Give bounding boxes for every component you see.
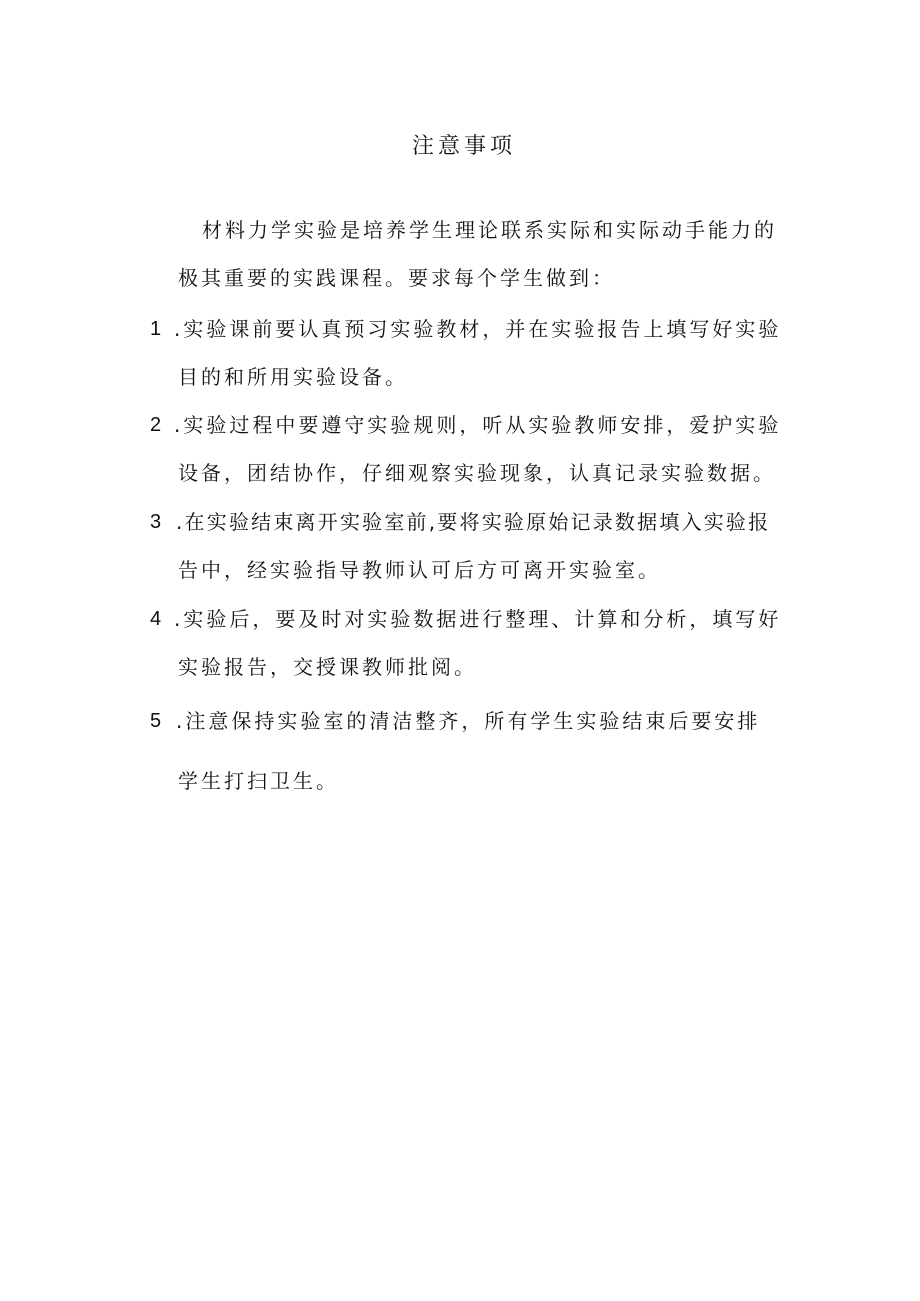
item-1-line-1: .实验课前要认真预习实验教材，并在实验报告上填写好实验 — [174, 317, 782, 341]
item-3-number: 3 — [150, 511, 162, 533]
item-2-number: 2 — [150, 414, 162, 436]
item-4-line-1: .实验后，要及时对实验数据进行整理、计算和分析，填写好 — [174, 607, 782, 631]
intro-line-1: 材料力学实验是培养学生理论联系实际和实际动手能力的 — [202, 218, 777, 242]
item-5-line-2: 学生打扫卫生。 — [178, 769, 339, 793]
item-2-line-2: 设备，团结协作，仔细观察实验现象，认真记录实验数据。 — [178, 461, 776, 485]
item-1-line-2: 目的和所用实验设备。 — [178, 365, 408, 389]
item-5-number: 5 — [150, 710, 162, 732]
item-4-number: 4 — [150, 608, 162, 630]
item-1-number: 1 — [150, 318, 162, 340]
item-4-line-2: 实验报告，交授课教师批阅。 — [178, 655, 477, 679]
item-2-line-1: .实验过程中要遵守实验规则，听从实验教师安排，爱护实验 — [174, 413, 782, 437]
intro-line-2: 极其重要的实践课程。要求每个学生做到： — [178, 266, 615, 290]
item-5-line-1: .注意保持实验室的清洁整齐，所有学生实验结束后要安排 — [176, 709, 761, 733]
item-3-line-2: 告中，经实验指导教师认可后方可离开实验室。 — [178, 558, 661, 582]
page-title: 注意事项 — [411, 134, 516, 159]
item-3-line-1: .在实验结束离开实验室前,要将实验原始记录数据填入实验报 — [176, 510, 771, 534]
